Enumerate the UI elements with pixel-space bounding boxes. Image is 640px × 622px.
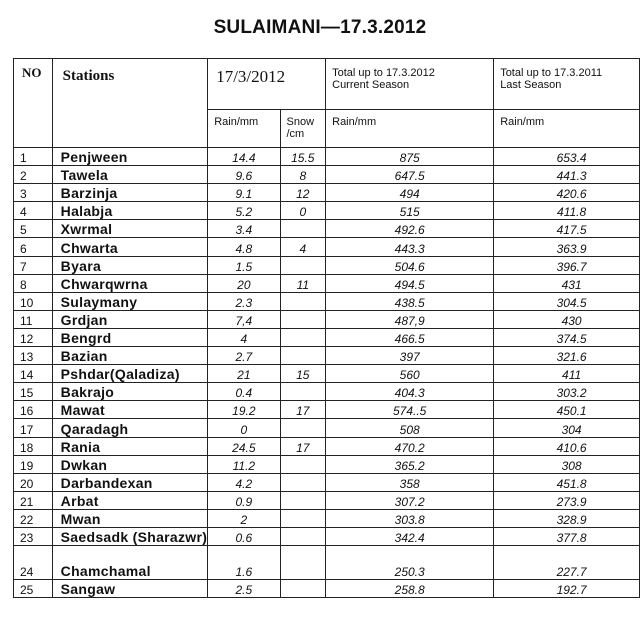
row-snow	[280, 527, 326, 545]
table-row	[14, 220, 640, 238]
row-rain: 2.3	[208, 292, 280, 310]
row-rain: 1.5	[208, 256, 280, 274]
row-total-current: 494	[326, 184, 494, 202]
row-rain: 4.2	[208, 473, 280, 491]
header-total-current-line2: Current Season	[332, 79, 410, 91]
table-row	[14, 310, 640, 328]
row-no: 16	[14, 401, 53, 419]
row-snow	[280, 328, 326, 346]
row-snow: 11	[280, 274, 326, 292]
row-station: Bakrajo	[52, 383, 208, 401]
table-row	[14, 274, 640, 292]
row-rain: 7,4	[208, 310, 280, 328]
row-total-last: 303.2	[494, 383, 640, 401]
row-rain: 20	[208, 274, 280, 292]
row-no: 11	[14, 310, 53, 328]
row-total-last: 450.1	[494, 401, 640, 419]
page-title: SULAIMANI—17.3.2012	[213, 17, 427, 38]
row-total-last: 363.9	[494, 238, 640, 256]
row-snow: 15	[280, 365, 326, 383]
rainfall-table	[13, 58, 640, 598]
row-no: 10	[14, 292, 53, 310]
row-no: 17	[14, 419, 53, 437]
row-total-current: 494.5	[326, 274, 494, 292]
row-snow	[280, 580, 326, 598]
header-rain-current: Rain/mm	[326, 110, 494, 148]
row-rain: 2.5	[208, 580, 280, 598]
row-snow	[280, 256, 326, 274]
row-no: 24	[14, 546, 53, 580]
row-snow	[280, 383, 326, 401]
row-no: 14	[14, 365, 53, 383]
header-stations: Stations	[52, 59, 208, 148]
row-no: 1	[14, 148, 53, 166]
header-total-last-line1: Total up to 17.3.2011	[500, 67, 603, 79]
row-no: 5	[14, 220, 53, 238]
row-total-current: 397	[326, 347, 494, 365]
row-total-current: 365.2	[326, 455, 494, 473]
row-station: Dwkan	[52, 455, 208, 473]
row-rain: 14.4	[208, 148, 280, 166]
row-station: Qaradagh	[52, 419, 208, 437]
table-row	[14, 527, 640, 545]
row-station: Tawela	[52, 166, 208, 184]
header-total-last	[494, 59, 640, 110]
row-snow	[280, 546, 326, 580]
row-snow	[280, 473, 326, 491]
table-row	[14, 365, 640, 383]
row-total-current: 875	[326, 148, 494, 166]
row-station: Bazian	[52, 347, 208, 365]
row-no: 6	[14, 238, 53, 256]
row-snow: 15.5	[280, 148, 326, 166]
table-row	[14, 383, 640, 401]
table-row	[14, 202, 640, 220]
row-total-current: 466.5	[326, 328, 494, 346]
table-row	[14, 509, 640, 527]
row-total-current: 250.3	[326, 546, 494, 580]
table-row	[14, 546, 640, 580]
row-no: 19	[14, 455, 53, 473]
row-no: 25	[14, 580, 53, 598]
row-total-current: 470.2	[326, 437, 494, 455]
table-row	[14, 347, 640, 365]
row-rain: 0.9	[208, 491, 280, 509]
row-snow	[280, 347, 326, 365]
row-total-last: 411	[494, 365, 640, 383]
row-snow: 12	[280, 184, 326, 202]
row-total-current: 504.6	[326, 256, 494, 274]
table-row	[14, 256, 640, 274]
row-no: 22	[14, 509, 53, 527]
row-total-last: 192.7	[494, 580, 640, 598]
row-total-last: 328.9	[494, 509, 640, 527]
row-total-last: 431	[494, 274, 640, 292]
row-no: 13	[14, 347, 53, 365]
row-station: Mawat	[52, 401, 208, 419]
header-total-last-line2: Last Season	[500, 79, 562, 91]
row-total-last: 420.6	[494, 184, 640, 202]
row-station: Mwan	[52, 509, 208, 527]
header-rain-last: Rain/mm	[494, 110, 640, 148]
row-rain: 2.7	[208, 347, 280, 365]
row-total-current: 492.6	[326, 220, 494, 238]
row-total-current: 560	[326, 365, 494, 383]
row-total-last: 321.6	[494, 347, 640, 365]
row-rain: 2	[208, 509, 280, 527]
row-total-last: 653.4	[494, 148, 640, 166]
row-no: 21	[14, 491, 53, 509]
row-rain: 11.2	[208, 455, 280, 473]
row-snow	[280, 455, 326, 473]
row-snow: 8	[280, 166, 326, 184]
row-snow	[280, 491, 326, 509]
row-total-last: 374.5	[494, 328, 640, 346]
table-row	[14, 148, 640, 166]
row-station: Chwarta	[52, 238, 208, 256]
row-station: Grdjan	[52, 310, 208, 328]
row-total-last: 304.5	[494, 292, 640, 310]
table-row	[14, 580, 640, 598]
row-station: Sangaw	[52, 580, 208, 598]
header-total-current	[326, 59, 494, 110]
row-total-current: 404.3	[326, 383, 494, 401]
table-row	[14, 437, 640, 455]
row-snow: 17	[280, 437, 326, 455]
row-total-current: 438.5	[326, 292, 494, 310]
row-snow	[280, 220, 326, 238]
row-total-last: 451.8	[494, 473, 640, 491]
table-row	[14, 473, 640, 491]
row-snow	[280, 292, 326, 310]
row-station: Rania	[52, 437, 208, 455]
row-rain: 19.2	[208, 401, 280, 419]
table-row	[14, 419, 640, 437]
row-total-last: 377.8	[494, 527, 640, 545]
row-total-last: 410.6	[494, 437, 640, 455]
row-total-current: 303.8	[326, 509, 494, 527]
table-row	[14, 238, 640, 256]
row-no: 3	[14, 184, 53, 202]
table-row	[14, 401, 640, 419]
row-station: Halabja	[52, 202, 208, 220]
row-total-last: 441.3	[494, 166, 640, 184]
row-rain: 0.6	[208, 527, 280, 545]
row-station: Chamchamal	[52, 546, 208, 580]
table-row	[14, 166, 640, 184]
row-total-last: 273.9	[494, 491, 640, 509]
row-station: Bengrd	[52, 328, 208, 346]
row-no: 4	[14, 202, 53, 220]
row-total-last: 411.8	[494, 202, 640, 220]
row-station: Saedsadk (Sharazwr)	[52, 527, 208, 545]
row-no: 8	[14, 274, 53, 292]
header-no: NO	[14, 59, 53, 148]
row-snow: 0	[280, 202, 326, 220]
row-total-current: 258.8	[326, 580, 494, 598]
row-station: Byara	[52, 256, 208, 274]
row-station: Xwrmal	[52, 220, 208, 238]
table-row	[14, 491, 640, 509]
row-station: Arbat	[52, 491, 208, 509]
row-snow	[280, 310, 326, 328]
table-row	[14, 184, 640, 202]
table-row	[14, 455, 640, 473]
row-rain: 4	[208, 328, 280, 346]
row-total-last: 430	[494, 310, 640, 328]
row-no: 23	[14, 527, 53, 545]
row-no: 2	[14, 166, 53, 184]
row-snow	[280, 509, 326, 527]
row-rain: 21	[208, 365, 280, 383]
row-total-last: 304	[494, 419, 640, 437]
row-rain: 4.8	[208, 238, 280, 256]
row-total-last: 227.7	[494, 546, 640, 580]
row-total-last: 308	[494, 455, 640, 473]
row-rain: 1.6	[208, 546, 280, 580]
row-station: Penjween	[52, 148, 208, 166]
table-row	[14, 292, 640, 310]
row-total-last: 396.7	[494, 256, 640, 274]
row-rain: 9.6	[208, 166, 280, 184]
row-total-current: 342.4	[326, 527, 494, 545]
row-station: Darbandexan	[52, 473, 208, 491]
row-total-current: 515	[326, 202, 494, 220]
header-snow	[280, 110, 326, 148]
row-rain: 0	[208, 419, 280, 437]
row-no: 15	[14, 383, 53, 401]
row-rain: 5.2	[208, 202, 280, 220]
row-station: Sulaymany	[52, 292, 208, 310]
header-rain: Rain/mm	[208, 110, 280, 148]
row-total-current: 443.3	[326, 238, 494, 256]
row-total-last: 417.5	[494, 220, 640, 238]
row-station: Chwarqwrna	[52, 274, 208, 292]
row-total-current: 487,9	[326, 310, 494, 328]
row-station: Barzinja	[52, 184, 208, 202]
header-snow-line2: /cm	[286, 128, 305, 140]
row-total-current: 574..5	[326, 401, 494, 419]
table-row	[14, 328, 640, 346]
header-date: 17/3/2012	[208, 59, 326, 110]
row-total-current: 358	[326, 473, 494, 491]
header-snow-line1: Snow	[286, 116, 315, 128]
row-total-current: 508	[326, 419, 494, 437]
row-rain: 0.4	[208, 383, 280, 401]
row-snow	[280, 419, 326, 437]
row-no: 12	[14, 328, 53, 346]
row-rain: 24.5	[208, 437, 280, 455]
row-snow: 17	[280, 401, 326, 419]
row-snow: 4	[280, 238, 326, 256]
row-rain: 3.4	[208, 220, 280, 238]
row-station: Pshdar(Qaladiza)	[52, 365, 208, 383]
row-no: 18	[14, 437, 53, 455]
header-total-current-line1: Total up to 17.3.2012	[332, 67, 435, 79]
row-rain: 9.1	[208, 184, 280, 202]
row-no: 7	[14, 256, 53, 274]
row-total-current: 647.5	[326, 166, 494, 184]
row-total-current: 307.2	[326, 491, 494, 509]
row-no: 20	[14, 473, 53, 491]
